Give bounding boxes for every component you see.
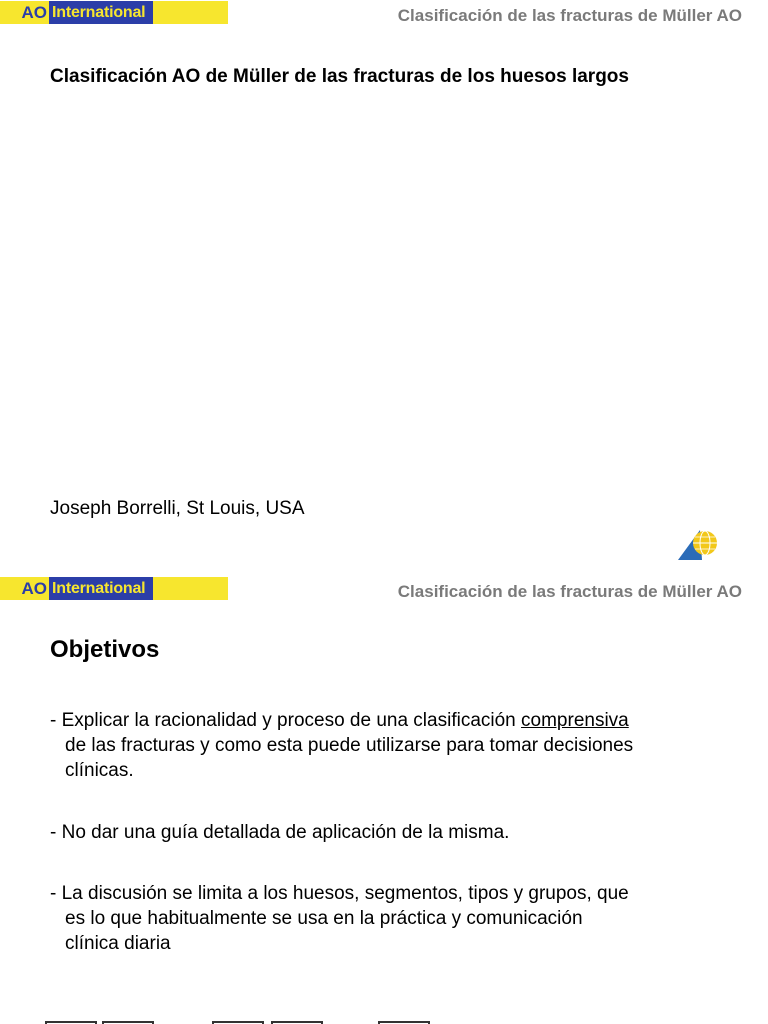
slide-objetivos	[0, 570, 768, 1024]
header-title: Clasificación de las fracturas de Müller AO	[397, 6, 742, 25]
author-line: Joseph Borrelli, St Louis, USA	[50, 498, 305, 519]
bullet-item	[50, 708, 720, 783]
bullet-line: clínica diaria	[65, 933, 171, 954]
logo-international-text: International	[49, 1, 153, 24]
logo-international-text: International	[49, 577, 153, 600]
bullet-line	[50, 708, 720, 733]
ao-triangle-globe-icon	[678, 527, 720, 561]
ao-international-logo	[0, 577, 228, 600]
underlined-word: comprensiva	[521, 710, 629, 731]
header-title: Clasificación de las fracturas de Müller AO	[397, 582, 742, 601]
logo-ao-text: AO	[0, 577, 49, 600]
section-heading: Objetivos	[50, 636, 160, 663]
bullet-line: es lo que habitualmente se usa en la práctica y comunicación	[65, 908, 583, 929]
bullet-text: - Explicar la racionalidad y proceso de una clasificación	[50, 710, 522, 731]
bullet-line: - No dar una guía detallada de aplicación de la misma.	[50, 822, 510, 843]
logo-ao-text: AO	[0, 1, 49, 24]
bullet-line: de las fracturas y como esta puede utilizarse para tomar decisiones	[65, 735, 634, 756]
bullet-item	[50, 820, 720, 845]
bullet-item	[50, 881, 720, 956]
bullet-line: - La discusión se limita a los huesos, segmentos, tipos y grupos, que	[50, 883, 629, 904]
ao-international-logo	[0, 1, 228, 24]
bullet-line: clínicas.	[65, 760, 134, 781]
main-title: Clasificación AO de Müller de las fracturas de los huesos largos	[50, 66, 629, 87]
